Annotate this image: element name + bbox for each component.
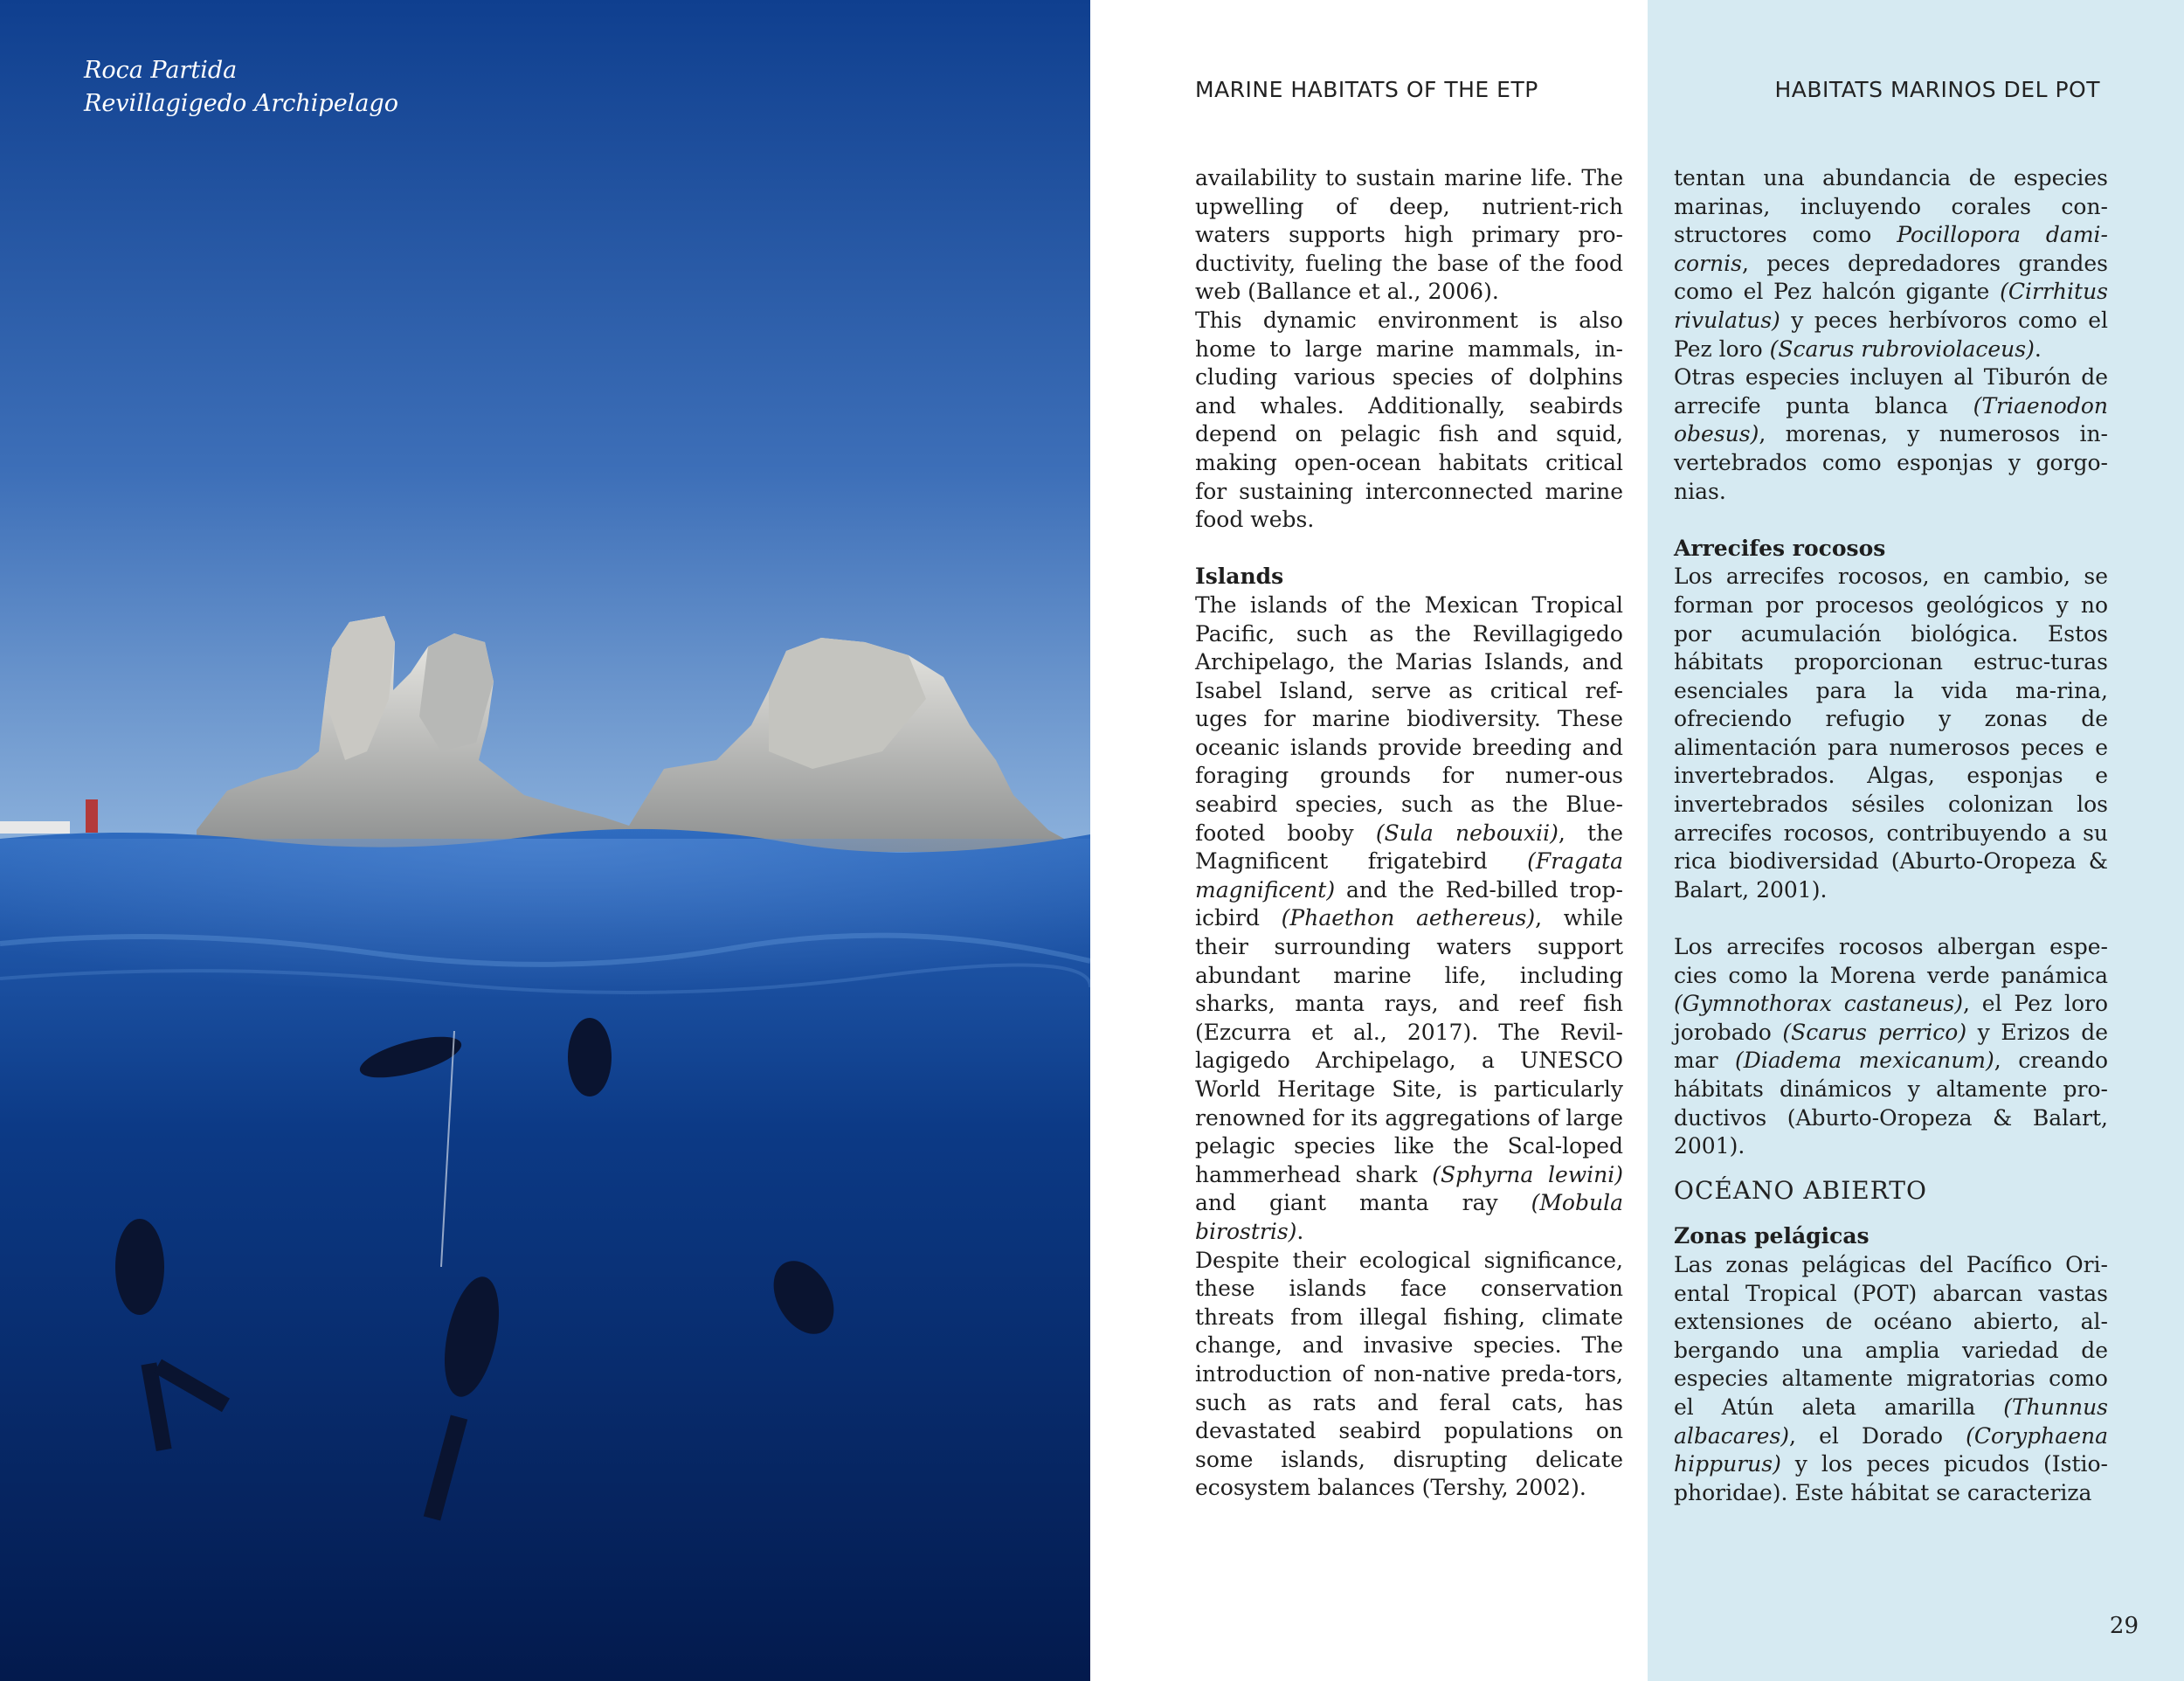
es-paragraph-3: Los arrecifes rocosos, en cambio, se forman por procesos geológicos y no por acumulación biológica. Estos hábitats proporcionan estruc-turas esenciales para la vida ma-rina, ofreciendo refugio y zonas de alimentación para numerosos peces e invertebrados. Algas, esponjas e invertebrados sésiles colonizan los arrecifes rocosos, contribuyendo a su rica biodiversidad (Aburto-Oropeza & Balart, 2001). <box>1674 564 2108 903</box>
es-paragraph-4: Los arrecifes rocosos albergan espe-cies como la Morena verde panámica (Gymnothorax castaneus), el Pez loro jorobado (Scarus perrico) y Erizos de mar (Diadema mexicanum), creando hábitats dinámicos y altamente pro-ductivos (Aburto-Oropeza & Balart, 2001). <box>1674 934 2109 1159</box>
english-body <box>1195 164 1623 1503</box>
open-ocean-section-title: OCÉANO ABIERTO <box>1674 1175 1927 1205</box>
islands-heading: Islands <box>1195 564 1284 590</box>
page-number: 29 <box>2109 1613 2139 1639</box>
en-paragraph-4: Despite their ecological significance, these islands face conservation threats from illegal fishing, climate change, and invasive species. The introduction of non-native preda-tors, such as rats and feral cats, has devastated seabird populations on some islands, disrupting delicate ecosystem balances (Tershy, 2002). <box>1195 1247 1623 1501</box>
en-paragraph-2: This dynamic environment is also home to large marine mammals, in-cluding various species of dolphins and whales. Additionally, seabirds depend on pelagic fish and squid, making open-ocean habitats critical for sustaining interconnected marine food webs. <box>1195 307 1623 533</box>
underwater-photo <box>0 0 1090 1681</box>
es-paragraph-5: Las zonas pelágicas del Pacífico Ori-ental Tropical (POT) abarcan vastas extensiones de océano abierto, al-bergando una amplia variedad de especies altamente migratorias como el Atún aleta amarilla (Thunnus albacares), el Dorado (Coryphaena hippurus) y los peces picudos (Istio-phoridae). Este hábitat se caracteriza <box>1674 1251 2108 1505</box>
en-paragraph-1: availability to sustain marine life. The upwelling of deep, nutrient-rich waters supports high primary pro-ductivity, fueling the base of the food web (Ballance et al., 2006). <box>1195 165 1623 305</box>
english-header: MARINE HABITATS OF THE ETP <box>1195 77 1538 102</box>
caption-line-2: Revillagigedo Archipelago <box>84 90 398 117</box>
photo-caption <box>84 54 398 121</box>
pelagic-zones-heading: Zonas pelágicas <box>1674 1223 1870 1249</box>
person <box>86 799 98 833</box>
en-paragraph-3: The islands of the Mexican Tropical Pacific, such as the Revillagigedo Archipelago, the Marias Islands, and Isabel Island, serve as critical ref-uges for marine biodiversity. These oceanic islands provide breeding and foraging grounds for numer-ous seabird species, such as the Blue-footed booby (Sula nebouxii), the Magnificent frigatebird (Fragata magnificent) and the Red-billed trop-icbird (Phaethon aethereus), while their surrounding waters support abundant marine life, including sharks, manta rays, and reef fish (Ezcurra et al., 2017). The Revil-lagigedo Archipelago, a UNESCO World Heritage Site, is particularly renowned for its aggregations of large pelagic species like the Scal-loped hammerhead shark (Sphyrna lewini) and giant manta ray (Mobula birostris). <box>1195 591 1623 1244</box>
rocky-reefs-heading: Arrecifes rocosos <box>1674 535 1886 561</box>
caption-line-1: Roca Partida <box>84 57 238 84</box>
spanish-body <box>1674 164 2108 1507</box>
spanish-column <box>1648 0 2184 1681</box>
english-column <box>1090 0 1648 1681</box>
cover-photo <box>0 0 1090 1681</box>
spanish-header: HABITATS MARINOS DEL POT <box>1774 77 2100 102</box>
boat <box>0 821 70 834</box>
es-paragraph-2: Otras especies incluyen al Tiburón de arrecife punta blanca (Triaenodon obesus), morenas, y numerosos in-vertebrados como esponjas y gorgo-nias. <box>1674 364 2108 504</box>
es-paragraph-1: tentan una abundancia de especies marinas, incluyendo corales con-structores como Pocillopora dami-cornis, peces depredadores grandes como el Pez halcón gigante (Cirrhitus rivulatus) y peces herbívoros como el Pez loro (Scarus rubroviolaceus). <box>1674 165 2108 362</box>
